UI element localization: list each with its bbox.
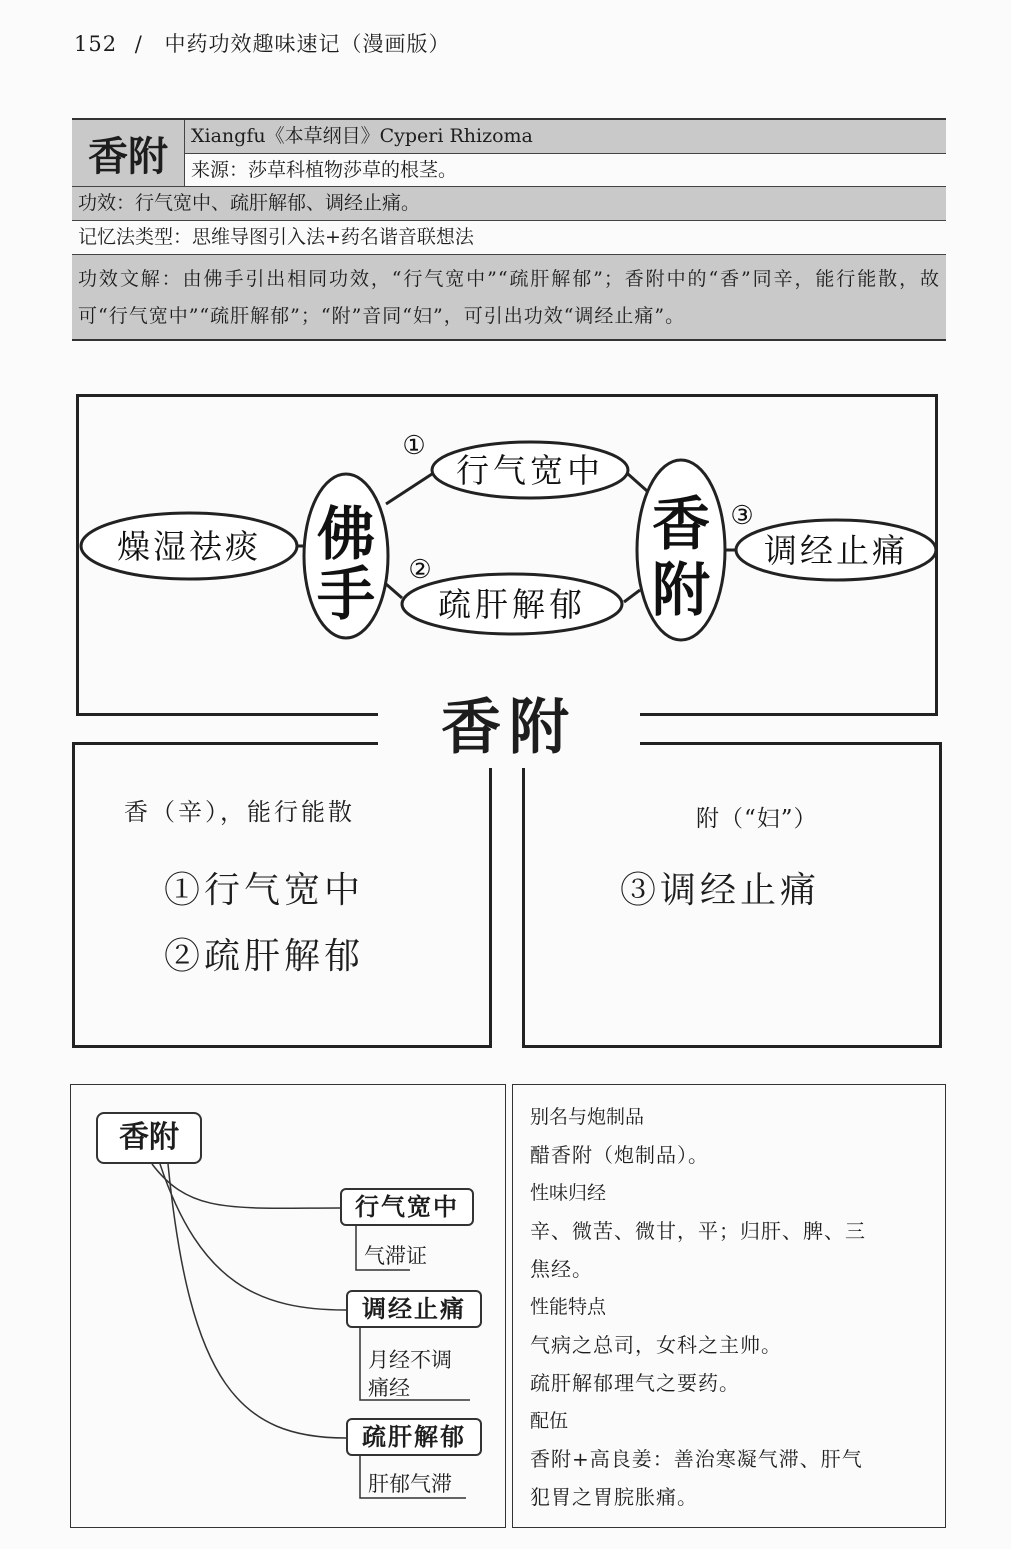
hub-right-char-1: 香 <box>651 490 711 558</box>
feature-heading: 性能特点 <box>530 1296 607 1318</box>
herb-explanation: 功效文解：由佛手引出相同功效，“行气宽中”“疏肝解郁”；香附中的“香”同辛，能行能散，故可“行气宽中”“疏肝解郁”；“附”音同“妇”，可引出功效“调经止痛”。 <box>72 255 946 339</box>
herb-info-table <box>72 118 946 341</box>
tree-leaf-2: 月经不调 <box>368 1348 452 1372</box>
big-title: 香附 <box>378 688 640 768</box>
tree-leaf-1: 气滞证 <box>364 1244 427 1268</box>
herb-latin-line: Xiangfu《本草纲目》Cyperi Rhizoma <box>185 120 946 154</box>
number-one: ① <box>402 431 426 461</box>
tree-leaf-4: 肝郁气滞 <box>368 1472 452 1496</box>
feature-text-2: 疏肝解郁理气之要药。 <box>530 1371 740 1395</box>
herb-name: 香附 <box>72 120 185 186</box>
combo-text-2: 犯胃之胃脘胀痛。 <box>530 1485 698 1509</box>
node-right-label: 调经止痛 <box>764 531 908 570</box>
right-panel-line-1: ③调经止痛 <box>620 870 821 911</box>
notes-text <box>530 1098 930 1516</box>
tree-root: 香附 <box>96 1112 202 1164</box>
title-row <box>72 120 946 187</box>
herb-source: 来源：莎草科植物莎草的根茎。 <box>191 159 458 181</box>
herb-memory-type: 记忆法类型：思维导图引入法+药名谐音联想法 <box>72 221 946 255</box>
page-number: 152 <box>74 32 118 56</box>
alias-text: 醋香附（炮制品）。 <box>530 1143 709 1167</box>
alias-heading: 别名与炮制品 <box>530 1106 645 1128</box>
right-panel-subtitle: 附（“妇”） <box>696 806 818 832</box>
tree-branch-2: 调经止痛 <box>346 1290 482 1328</box>
tree-leaf-3: 痛经 <box>368 1376 410 1400</box>
header-separator: / <box>134 32 143 56</box>
feature-text-1: 气病之总司，女科之主帅。 <box>530 1333 782 1357</box>
node-bottom-label: 疏肝解郁 <box>438 585 586 624</box>
tree-link-1 <box>152 1164 340 1208</box>
connector-top-left <box>386 474 432 504</box>
mindmap-diagram <box>76 394 938 716</box>
number-three: ③ <box>730 501 754 531</box>
hub-left-char-2: 手 <box>316 560 376 628</box>
tree-link-3 <box>168 1164 346 1438</box>
node-left-label: 燥湿祛痰 <box>117 527 261 566</box>
tree-branch-1: 行气宽中 <box>340 1188 474 1226</box>
connector-bottom-right <box>624 590 640 602</box>
tree-branch-3: 疏肝解郁 <box>346 1418 482 1456</box>
nature-text-1: 辛、微苦、微甘，平；归肝、脾、三 <box>530 1219 866 1243</box>
combo-text-1: 香附+高良姜：善治寒凝气滞、肝气 <box>530 1447 863 1471</box>
combo-heading: 配伍 <box>530 1410 569 1432</box>
node-top-label: 行气宽中 <box>456 451 604 490</box>
book-title: 中药功效趣味速记（漫画版） <box>164 32 451 56</box>
hub-right-char-2: 附 <box>651 556 711 624</box>
herb-efficacy: 功效：行气宽中、疏肝解郁、调经止痛。 <box>72 187 946 221</box>
nature-heading: 性味归经 <box>530 1182 607 1204</box>
hub-left-char-1: 佛 <box>316 500 376 568</box>
left-panel-line-2: ②疏肝解郁 <box>164 936 365 977</box>
connector-bottom-left <box>386 584 402 598</box>
left-panel-line-1: ①行气宽中 <box>164 870 365 911</box>
nature-text-2: 焦经。 <box>530 1257 593 1281</box>
page-header <box>74 28 451 58</box>
number-two: ② <box>408 555 432 585</box>
left-panel-subtitle: 香（辛），能行能散 <box>124 798 355 826</box>
